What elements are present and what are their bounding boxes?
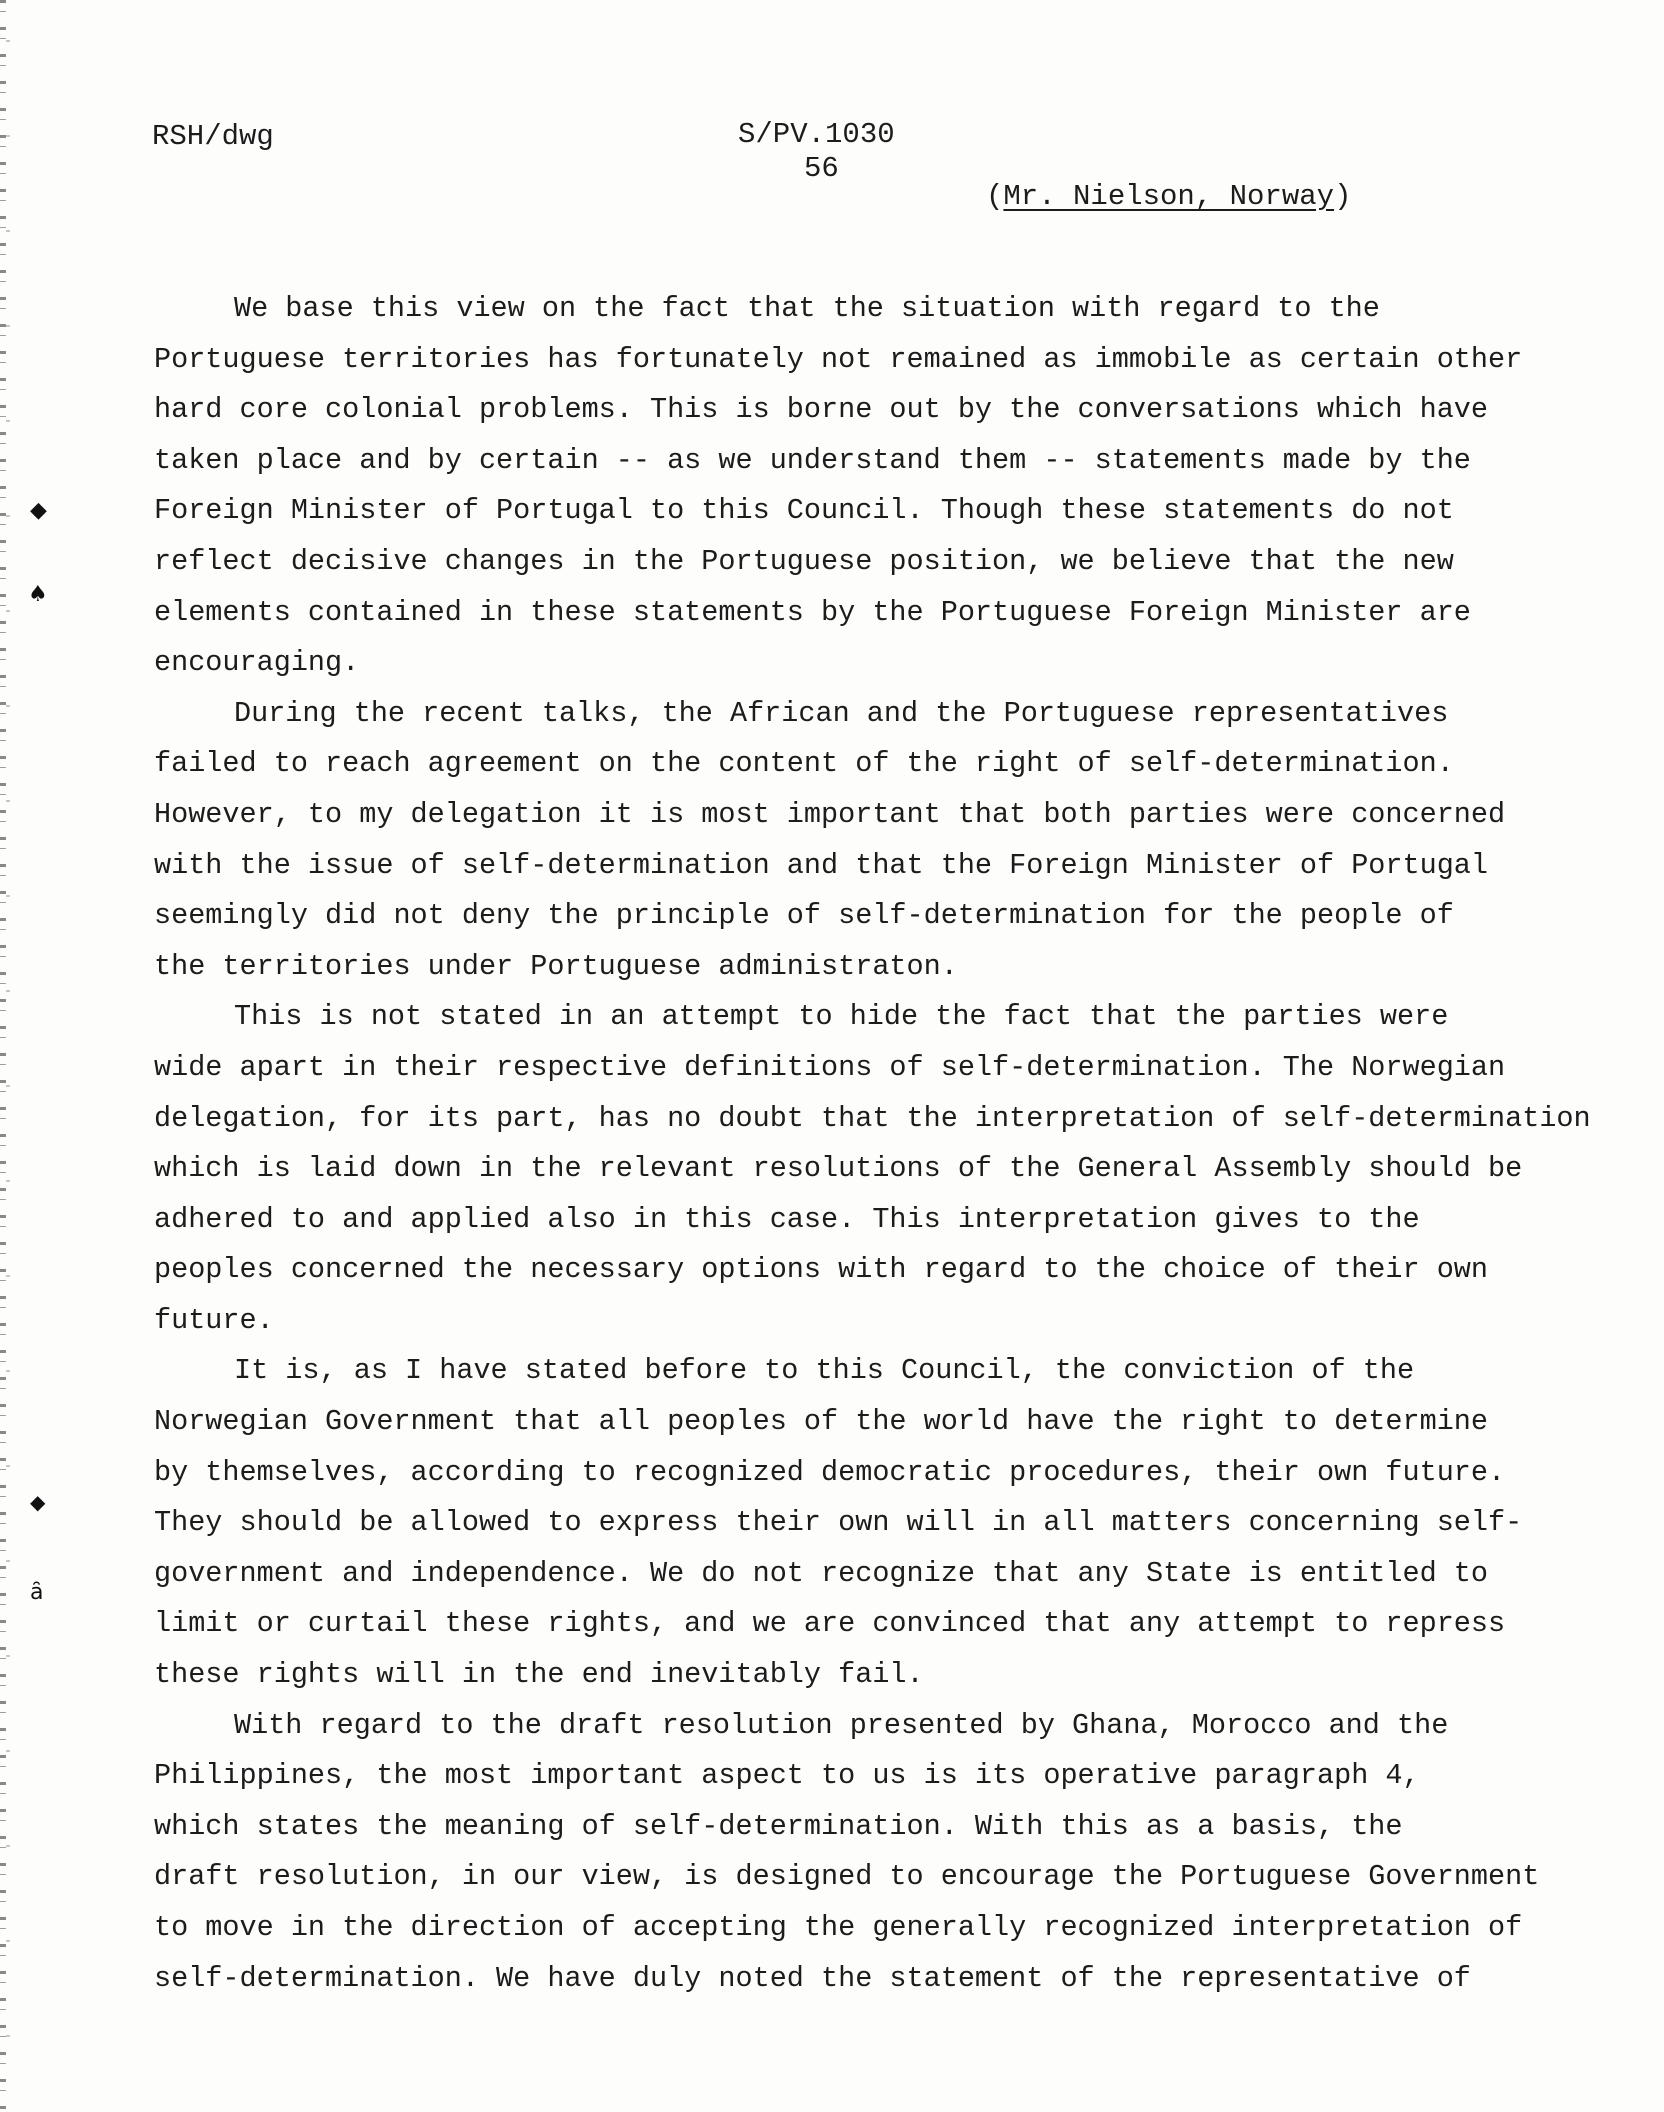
text-line: future. [154, 1303, 274, 1337]
text-line: adhered to and applied also in this case. This interpretation gives to the [154, 1202, 1420, 1236]
text-line: peoples concerned the necessary options with regard to the choice of their own [154, 1253, 1489, 1287]
text-line: They should be allowed to express their own will in all matters concerning self- [154, 1506, 1523, 1540]
hole-punch-mark: ♠ [28, 582, 48, 607]
text-line: wide apart in their respective definitions of self-determination. The Norwegian [154, 1050, 1506, 1084]
page-number: 56 [804, 152, 839, 185]
text-line: elements contained in these statements by the Portuguese Foreign Minister are [154, 595, 1471, 629]
text-line: limit or curtail these rights, and we are convinced that any attempt to repress [154, 1607, 1506, 1641]
paragraph [154, 689, 1574, 993]
text-line: to move in the direction of accepting the generally recognized interpretation of [154, 1911, 1523, 1944]
speaker-attribution: (Mr. Nielson, Norway) [986, 180, 1352, 213]
text-line: hard core colonial problems. This is borne out by the conversations which have [154, 393, 1489, 427]
text-line: draft resolution, in our view, is designed to encourage the Portuguese Government [154, 1860, 1540, 1894]
document-symbol: S/PV.1030 [738, 118, 895, 151]
paragraph [154, 1346, 1574, 1700]
text-line: government and independence. We do not recognize that any State is entitled to [154, 1556, 1489, 1590]
hole-punch-mark: ȃ [30, 1580, 44, 1605]
hole-punch-mark: ◆ [30, 498, 47, 523]
text-line: delegation, for its part, has no doubt that the interpretation of self-determination [154, 1101, 1591, 1135]
speaker-name: Mr. Nielson, Norway [1003, 180, 1335, 213]
reference-initials: RSH/dwg [152, 120, 274, 153]
text-line: self-determination. We have duly noted the statement of the representative of [154, 1961, 1471, 1995]
text-line: Norwegian Government that all peoples of the world have the right to determine [154, 1405, 1489, 1439]
text-line: We base this view on the fact that the situation with regard to the [234, 292, 1380, 325]
paragraph [154, 284, 1574, 689]
binding-edge-shadow [6, 0, 10, 2112]
hole-punch-mark: ◆ [30, 1490, 46, 1514]
paragraph [154, 992, 1591, 1346]
text-line: Foreign Minister of Portugal to this Council. Though these statements do not [154, 494, 1454, 528]
text-line: which states the meaning of self-determination. With this as a basis, the [154, 1809, 1403, 1843]
text-line: taken place and by certain -- as we understand them -- statements made by the [154, 443, 1471, 477]
text-line: failed to reach agreement on the content of the right of self-determination. [154, 747, 1454, 781]
text-line: reflect decisive changes in the Portuguese position, we believe that the new [154, 544, 1454, 578]
paragraph [154, 1701, 1574, 2005]
text-line: During the recent talks, the African and the Portuguese representatives [234, 696, 1449, 730]
text-line: However, to my delegation it is most important that both parties were concerned [154, 797, 1506, 831]
text-line: with the issue of self-determination and that the Foreign Minister of Portugal [154, 848, 1489, 882]
text-line: seemingly did not deny the principle of self-determination for the people of [154, 899, 1454, 933]
text-line: With regard to the draft resolution presented by Ghana, Morocco and the [234, 1708, 1449, 1742]
text-line: It is, as I have stated before to this Council, the conviction of the [234, 1354, 1415, 1388]
text-line: Philippines, the most important aspect to us is its operative paragraph 4, [154, 1759, 1420, 1793]
text-line: Portuguese territories has fortunately not remained as immobile as certain other [154, 342, 1523, 376]
document-body [154, 284, 1591, 2004]
text-line: by themselves, according to recognized democratic procedures, their own future. [154, 1455, 1506, 1489]
text-line: which is laid down in the relevant resolutions of the General Assembly should be [154, 1152, 1523, 1186]
text-line: This is not stated in an attempt to hide the fact that the parties were [234, 1000, 1449, 1034]
text-line: encouraging. [154, 646, 360, 680]
text-line: these rights will in the end inevitably fail. [154, 1658, 924, 1692]
text-line: the territories under Portuguese administraton. [154, 949, 958, 983]
